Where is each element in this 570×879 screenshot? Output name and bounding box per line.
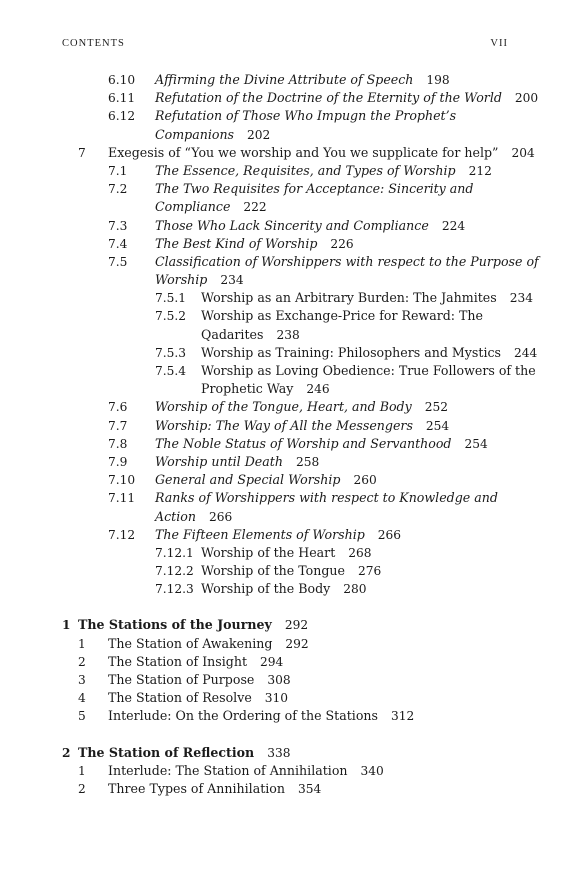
toc-entry-line <box>0 107 570 125</box>
toc-entry-page-number: 276 <box>357 564 382 579</box>
toc-entry-number: 1 <box>78 763 86 778</box>
toc-entry-page-number: 268 <box>348 545 372 560</box>
toc-entry-line <box>0 198 570 216</box>
toc-entry-number: 7.4 <box>108 236 128 251</box>
toc-entry-page-number: 222 <box>243 200 267 215</box>
toc-entry-title-text: The Two Requisites for Acceptance: Sincerity and <box>155 181 474 197</box>
toc-entry-title-text: Worship as Training: Philosophers and Mystics <box>201 344 501 360</box>
toc-entry-line <box>0 580 570 598</box>
toc-entry-title[interactable] <box>155 271 244 289</box>
toc-entry-page-number: 312 <box>391 709 415 724</box>
toc-entry-number: 6.12 <box>108 109 136 124</box>
toc-entry-page-number: 226 <box>330 236 354 251</box>
toc-entry-title[interactable] <box>201 344 537 362</box>
toc-entry-title[interactable] <box>201 326 300 344</box>
toc-entry-title-text: Worship of the Tongue <box>201 563 345 579</box>
toc-entry-title-text: Worship of the Tongue, Heart, and Body <box>155 399 412 415</box>
toc-entry-line <box>0 653 570 671</box>
toc-entry-page-number: 266 <box>208 509 233 524</box>
toc-entry-line <box>0 435 570 453</box>
toc-entry-page-number: 292 <box>284 618 309 633</box>
toc-entry-number: 6.11 <box>108 91 136 106</box>
toc-entry-title-text: Worship <box>155 272 208 288</box>
toc-entry-line <box>0 544 570 562</box>
toc-entry-page-number: 266 <box>377 527 402 542</box>
toc-entry-title[interactable] <box>155 508 232 526</box>
toc-entry-number: 7.5.1 <box>155 291 187 306</box>
toc-entry-line <box>0 489 570 507</box>
toc-entry-title-text: Refutation of the Doctrine of the Eternity of the World <box>155 90 502 106</box>
toc-entry-number: 3 <box>78 673 86 687</box>
toc-entry-number: 7.12.2 <box>155 564 194 579</box>
toc-entry-title[interactable] <box>155 489 498 507</box>
toc-entry-title[interactable] <box>78 616 308 634</box>
section-gap <box>0 726 570 744</box>
toc-entry-title[interactable] <box>155 180 473 198</box>
toc-entry-title-text: Worship as Exchange-Price for Reward: The <box>201 308 483 324</box>
toc-entry-page-number: 258 <box>295 454 320 469</box>
toc-entry-number: 7.12.3 <box>155 582 194 597</box>
toc-entry-line <box>0 398 570 416</box>
section-gap <box>0 598 570 616</box>
toc-entry-line <box>0 71 570 89</box>
toc-entry-number: 7.5.4 <box>155 364 187 378</box>
toc-entry-title[interactable] <box>155 526 401 544</box>
toc-entry-title[interactable] <box>201 362 536 380</box>
toc-entry-number: 7.7 <box>108 418 128 433</box>
toc-entry-title-text: The Stations of the Journey <box>78 617 272 633</box>
toc-entry-number: 7.11 <box>108 491 136 506</box>
toc-entry-page-number: 280 <box>343 582 367 597</box>
running-head <box>62 38 508 54</box>
toc-entry-title[interactable] <box>108 671 291 689</box>
toc-entry-page-number: 292 <box>285 636 309 651</box>
toc-entry-title[interactable] <box>155 435 488 453</box>
toc-entry-number: 7.8 <box>108 436 128 451</box>
toc-entry-title[interactable] <box>155 417 449 435</box>
toc-entry-title-text: Worship until Death <box>155 453 283 469</box>
toc-entry-line <box>0 217 570 235</box>
toc-entry-title[interactable] <box>108 635 309 653</box>
toc-entry-line <box>0 180 570 198</box>
toc-entry-number: 4 <box>78 691 86 706</box>
toc-entry-page-number: 338 <box>267 745 291 760</box>
toc-entry-title[interactable] <box>108 762 384 780</box>
toc-entry-line <box>0 362 570 380</box>
toc-entry-page-number: 234 <box>220 273 244 288</box>
toc-entry-page-number: 252 <box>424 400 448 415</box>
toc-entry-number: 7.3 <box>108 218 128 233</box>
toc-entry-title[interactable] <box>155 71 450 89</box>
toc-entry-title-text: Worship as an Arbitrary Burden: The Jahmites <box>201 290 497 306</box>
toc-entry-page-number: 198 <box>426 73 450 87</box>
toc-entry-page-number: 234 <box>509 291 533 306</box>
toc-entry-number: 7.9 <box>108 454 128 469</box>
toc-entry-number: 7 <box>78 145 86 160</box>
toc-entry-title[interactable] <box>155 89 538 107</box>
toc-entry-title[interactable] <box>108 707 414 725</box>
toc-entry-line <box>0 271 570 289</box>
toc-entry-line <box>0 471 570 489</box>
toc-entry-title[interactable] <box>108 689 288 707</box>
toc-entry-title-text: Worship of the Heart <box>201 544 336 560</box>
toc-entry-line <box>0 344 570 362</box>
toc-entry-line <box>0 508 570 526</box>
toc-entry-line <box>0 326 570 344</box>
toc-entry-title-text: Three Types of Annihilation <box>108 780 285 796</box>
toc-entry-title-text: The Station of Reflection <box>78 744 255 760</box>
toc-entry-number: 7.12 <box>108 527 136 542</box>
toc-entry-title[interactable] <box>155 198 267 216</box>
toc-entry-title[interactable] <box>78 744 290 762</box>
toc-entry-title-text: The Station of Purpose <box>108 672 255 687</box>
toc-entry-title-text: Worship: The Way of All the Messengers <box>155 417 413 433</box>
toc-entry-title[interactable] <box>201 544 372 562</box>
toc-entry-line <box>0 253 570 271</box>
toc-entry-title[interactable] <box>155 126 270 144</box>
toc-entry-title[interactable] <box>201 289 533 307</box>
toc-entry-title-text: The Fifteen Elements of Worship <box>155 526 365 542</box>
toc-entry-title[interactable] <box>201 580 367 598</box>
toc-entry-number: 1 <box>78 636 86 651</box>
toc-entry-number: 2 <box>78 654 86 669</box>
toc-entry-title-text: Those Who Lack Sincerity and Compliance <box>155 217 429 233</box>
toc-entry-title-text: General and Special Worship <box>155 472 341 488</box>
toc-entry-line <box>0 562 570 580</box>
toc-entry-number: 6.10 <box>108 73 136 87</box>
toc-entry-line <box>0 744 570 762</box>
toc-entry-page-number: 294 <box>260 654 284 669</box>
toc-entry-number: 7.12.1 <box>155 545 194 560</box>
toc-entry-title-text: Refutation of Those Who Impugn the Prophet’s <box>155 108 457 124</box>
toc-entry-page-number: 204 <box>511 145 535 160</box>
toc-entry-page-number: 254 <box>464 436 488 451</box>
toc-entry-title-text: The Noble Status of Worship and Servanthood <box>155 435 452 451</box>
toc-entry-line <box>0 162 570 180</box>
toc-entry-title-text: Interlude: On the Ordering of the Stations <box>108 708 378 724</box>
toc-entry-title-text: Worship of the Body <box>201 581 331 597</box>
toc-entry-title-text: Worship as Loving Obedience: True Followers of the <box>201 363 536 378</box>
toc-entry-page-number: 310 <box>264 691 289 706</box>
running-head-title: CONTENTS <box>62 38 125 49</box>
toc-entry-title-text: Action <box>155 508 196 524</box>
toc-entry-title-text: The Station of Awakening <box>108 635 273 651</box>
toc-entry-line <box>0 616 570 634</box>
toc-entry-line <box>0 89 570 107</box>
toc-entry-line <box>0 526 570 544</box>
toc-entry-title[interactable] <box>155 162 492 180</box>
toc-entry-title-text: The Essence, Requisites, and Types of Worship <box>155 162 456 178</box>
toc-entry-title[interactable] <box>108 780 321 798</box>
toc-entry-line <box>0 780 570 798</box>
toc-entry-line <box>0 235 570 253</box>
toc-entry-title[interactable] <box>201 307 483 325</box>
toc-entry-line <box>0 144 570 162</box>
toc-entry-title[interactable] <box>155 471 377 489</box>
toc-entry-title[interactable] <box>155 235 354 253</box>
toc-entry-page-number: 224 <box>441 218 466 233</box>
toc-entry-title-text: Affirming the Divine Attribute of Speech <box>155 72 414 87</box>
toc-entry-number: 7.5 <box>108 254 128 269</box>
toc-entry-number: 7.2 <box>108 182 128 197</box>
toc-entry-line <box>0 707 570 725</box>
toc-entry-title-text: Classification of Worshippers with respect to the Purpose of <box>155 253 539 269</box>
toc-entry-line <box>0 453 570 471</box>
toc-entry-title[interactable] <box>108 653 283 671</box>
toc-entry-line <box>0 307 570 325</box>
toc-entry-number: 2 <box>78 781 86 796</box>
toc-entry-line <box>0 671 570 689</box>
toc-entry-title-text: Companions <box>155 126 235 142</box>
toc-entry-number: 7.5.2 <box>155 309 187 324</box>
toc-entry-title-text: Prophetic Way <box>201 381 294 397</box>
toc-entry-line <box>0 635 570 653</box>
toc-entry-number: 7.1 <box>108 163 128 178</box>
toc-entry-title[interactable] <box>108 144 535 162</box>
toc-entry-page-number: 202 <box>247 127 271 142</box>
toc-entry-page-number: 308 <box>267 673 291 687</box>
toc-entry-page-number: 238 <box>276 327 300 342</box>
toc-entry-title[interactable] <box>155 253 539 271</box>
toc-entry-title-text: Qadarites <box>201 326 264 342</box>
toc-entry-title[interactable] <box>155 398 448 416</box>
toc-entry-number: 7.10 <box>108 473 136 488</box>
toc-entry-number: 1 <box>62 618 71 633</box>
toc-entry-page-number: 254 <box>425 418 450 433</box>
toc-entry-title[interactable] <box>201 562 381 580</box>
toc-entry-page-number: 354 <box>297 781 322 796</box>
toc-entry-line <box>0 762 570 780</box>
toc-entry-title[interactable] <box>155 107 456 125</box>
toc-entry-title-text: Compliance <box>155 199 231 215</box>
toc-entry-line <box>0 417 570 435</box>
toc-entry-number: 7.5.3 <box>155 345 187 360</box>
toc-entry-line <box>0 380 570 398</box>
toc-entry-page-number: 200 <box>514 91 539 106</box>
toc-entry-title[interactable] <box>155 217 465 235</box>
toc-entry-title-text: The Best Kind of Worship <box>155 235 318 251</box>
toc-entry-title-text: Ranks of Worshippers with respect to Knowledge and <box>155 490 498 506</box>
toc-entry-page-number: 246 <box>306 382 330 397</box>
toc-entry-number: 2 <box>62 745 71 760</box>
toc-entry-page-number: 260 <box>353 473 377 488</box>
toc-entry-line <box>0 126 570 144</box>
toc-entry-title[interactable] <box>155 453 319 471</box>
toc-entry-number: 7.6 <box>108 400 128 415</box>
toc-entry-number: 5 <box>78 709 86 724</box>
toc-entry-line <box>0 289 570 307</box>
toc-entry-page-number: 212 <box>468 163 492 178</box>
toc-entry-title-text: Exegesis of “You we worship and You we supplicate for help” <box>108 144 499 160</box>
toc-entry-title-text: The Station of Resolve <box>108 690 252 706</box>
toc-entry-title-text: The Station of Insight <box>108 653 248 669</box>
toc-entry-title[interactable] <box>201 380 330 398</box>
toc-entry-line <box>0 689 570 707</box>
toc-entry-page-number: 340 <box>360 763 384 778</box>
toc-entry-page-number: 244 <box>514 345 538 360</box>
toc-entry-title-text: Interlude: The Station of Annihilation <box>108 762 348 778</box>
running-head-page-number: VII <box>490 38 508 49</box>
table-of-contents <box>0 71 570 798</box>
